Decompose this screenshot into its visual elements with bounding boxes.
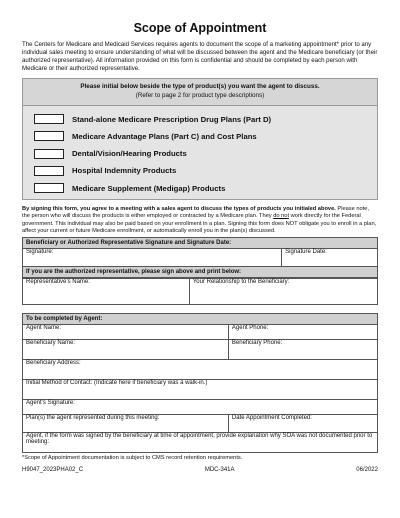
beneficiary-section-header: Beneficiary or Authorized Representative Signature and Signature Date: [23, 237, 378, 248]
notice-text-2: work directly for the Federal government. This individual may also be paid based on your enrollment in a plan. Signing this form does NOT obligate you to enroll in a plan, affect your current or future Medicare enrollment, or automatically enroll you in the plan(s) discussed. [22, 213, 377, 234]
page-title: Scope of Appointment [133, 21, 267, 35]
product-label: Dental/Vision/Hearing Products [72, 149, 187, 159]
instruction-line-2: (Refer to page 2 for product type descriptions) [135, 92, 265, 100]
initial-box[interactable] [34, 149, 64, 159]
product-row [34, 128, 377, 145]
notice-underline: do not [273, 213, 290, 220]
signature-field[interactable]: Signature: [23, 248, 282, 266]
agent-table [22, 313, 378, 453]
form-id-code: H9047_2023PHA02_C [22, 466, 84, 473]
agent-signature-field[interactable]: Agent’s Signature: [23, 399, 378, 414]
form-number: MDC-341A [204, 466, 235, 473]
initial-contact-field[interactable]: Initial Method of Contact: (Indicate here if beneficiary was a walk-in.) [23, 379, 378, 399]
agent-name-field[interactable]: Agent Name: [23, 324, 229, 339]
relationship-field[interactable]: Your Relationship to the Beneficiary: [189, 278, 377, 304]
notice-text-1: Please note, the person who will discuss the products is either employed or contracted by a Medicare plan. They [22, 206, 370, 220]
beneficiary-address-field[interactable]: Beneficiary Address: [23, 359, 378, 379]
late-explanation-field[interactable]: Agent, if the form was signed by the beneficiary at time of appointment, provide explanation why SOA was not documented prior to meeting: [23, 432, 378, 452]
initial-box[interactable] [34, 114, 64, 124]
beneficiary-name-field[interactable]: Beneficiary Name: [23, 339, 229, 359]
representative-table [22, 278, 378, 305]
instruction-box [22, 78, 378, 106]
initial-box[interactable] [34, 183, 64, 193]
signature-notice [22, 206, 378, 234]
product-row [34, 110, 377, 127]
product-row [34, 162, 377, 179]
instruction-line-1: Please initial below beside the type of product(s) you want the agent to discuss. [80, 83, 320, 91]
representative-section-header: If you are the authorized representative, please sign above and print below: [23, 266, 378, 277]
signature-date-field[interactable]: Signature Date: [282, 248, 378, 266]
product-row [34, 180, 377, 197]
plans-represented-field[interactable]: Plan(s) the agent represented during this meeting: [23, 414, 229, 432]
beneficiary-signature-table [22, 237, 378, 278]
product-label: Hospital Indemnity Products [72, 166, 177, 176]
initial-box[interactable] [34, 131, 64, 141]
form-date: 06/2022 [356, 466, 378, 473]
footnote: *Scope of Appointment documentation is subject to CMS record retention requirements. [22, 454, 243, 461]
initial-box[interactable] [34, 166, 64, 176]
beneficiary-phone-field[interactable]: Beneficiary Phone: [228, 339, 377, 359]
product-label: Medicare Supplement (Medigap) Products [72, 183, 226, 193]
product-label: Stand-alone Medicare Prescription Drug Plans (Part D) [72, 114, 272, 124]
intro-paragraph: The Centers for Medicare and Medicaid Services requires agents to document the scope of a marketing appointment* prior to any individual sales meeting to ensure understanding of what will be discussed between the agent and the Medicare beneficiary (or their authorized representative). All information provided on this form is confidential and should be completed by each person with Medicare or their authorized representative. [22, 41, 378, 73]
product-list [22, 106, 378, 200]
product-row [34, 145, 377, 162]
agent-phone-field[interactable]: Agent Phone: [228, 324, 377, 339]
agent-section-header: To be completed by Agent: [23, 313, 378, 324]
date-completed-field[interactable]: Date Appointment Completed: [228, 414, 377, 432]
footer-codes [22, 467, 378, 473]
product-label: Medicare Advantage Plans (Part C) and Cost Plans [72, 131, 257, 141]
representative-name-field[interactable]: Representative’s Name: [23, 278, 190, 304]
notice-bold: By signing this form, you agree to a meeting with a sales agent to discuss the types of products you initialed above. [22, 206, 336, 213]
